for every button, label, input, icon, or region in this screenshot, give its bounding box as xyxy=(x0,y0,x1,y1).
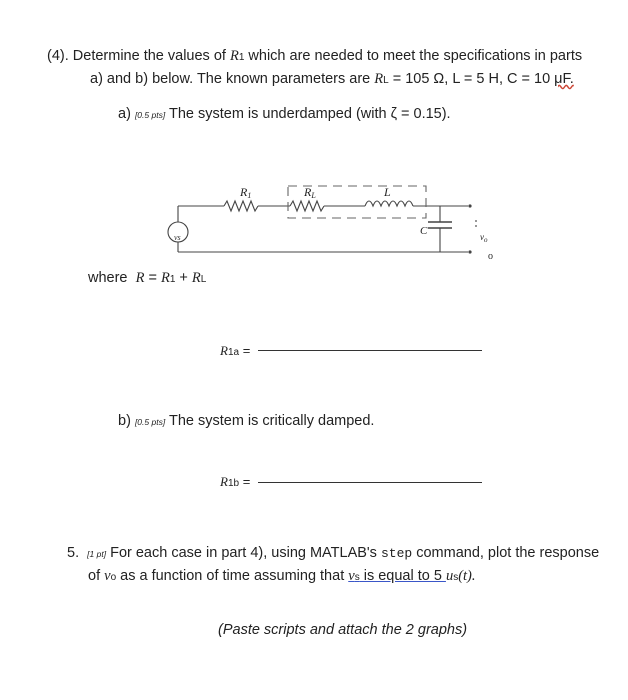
rl-label: RL xyxy=(304,185,316,200)
paste-instructions: (Paste scripts and attach the 2 graphs) xyxy=(218,622,468,638)
part-a: a) [0.5 pts] The system is underdamped (with ζ = 0.15). xyxy=(118,106,451,122)
circuit-diagram xyxy=(140,178,510,270)
where-formula: where R = R1 + RL xyxy=(88,270,207,286)
c-label: C xyxy=(420,225,428,237)
vo-label: $v_o$ xyxy=(480,232,488,244)
q4-line-2: a) and b) below. The known parameters are RL = 105 Ω, L = 5 H, C = 10 μF. xyxy=(90,71,574,87)
answer-b-label: R1b = xyxy=(220,474,251,489)
points-label: [1 pt] xyxy=(87,549,107,559)
q4-line-1: (4). Determine the values of R1 which are needed to meet the specifications in parts xyxy=(47,48,583,64)
points-label: [0.5 pts] xyxy=(134,417,166,427)
matlab-command: step xyxy=(380,546,413,561)
answer-a-blank[interactable] xyxy=(258,350,482,351)
source-label: vs xyxy=(174,233,181,242)
question-number: (4). xyxy=(47,48,69,64)
q5-line-1: 5. [1 pt] For each case in part 4), using MATLAB's step command, plot the response xyxy=(67,545,600,561)
q5-line-2: of vo as a function of time assuming that vs is equal to 5 us(t). xyxy=(88,568,476,584)
inductor xyxy=(365,201,413,206)
r1-label: R1 xyxy=(240,185,252,200)
ground-label: o xyxy=(488,251,493,262)
rl-resistor xyxy=(290,201,324,211)
answer-a-label: R1a = xyxy=(220,343,251,358)
question-number: 5. xyxy=(67,545,80,561)
r1-resistor xyxy=(224,201,258,211)
l-label: L xyxy=(384,185,391,199)
answer-b-blank[interactable] xyxy=(258,482,482,483)
part-b: b) [0.5 pts] The system is critically damped. xyxy=(118,413,375,429)
points-label: [0.5 pts] xyxy=(134,110,166,120)
